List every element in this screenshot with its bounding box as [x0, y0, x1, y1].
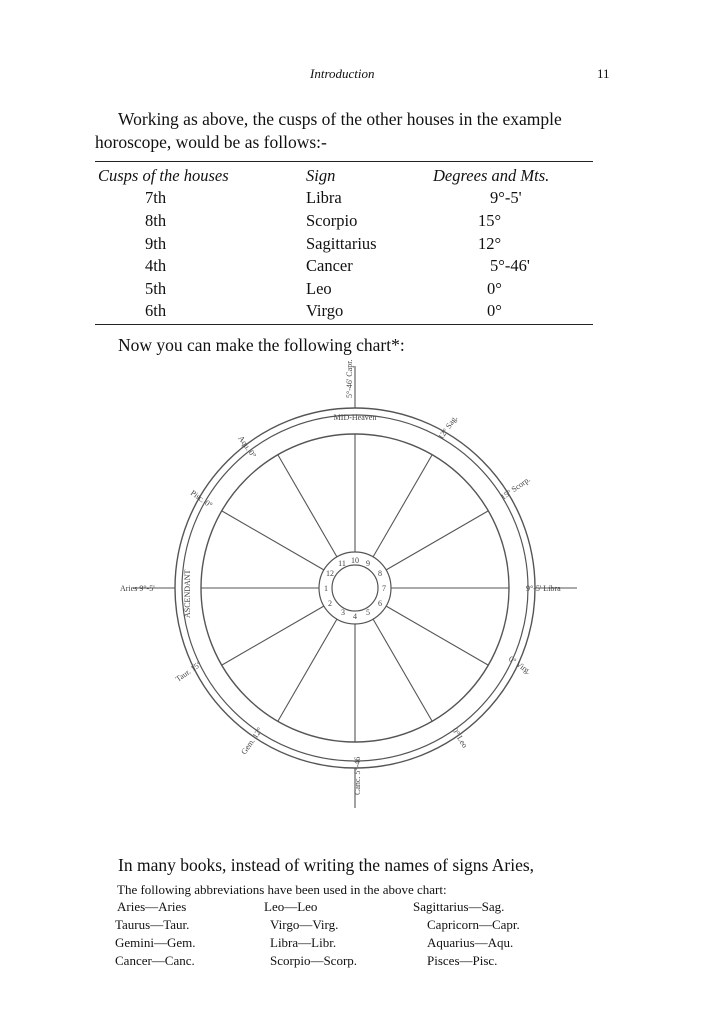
abbreviation-item: Capricorn—Capr.: [427, 917, 520, 932]
abbreviation-item: Gemini—Gem.: [115, 935, 196, 950]
table-cell-sign: Leo: [306, 279, 332, 298]
ascendant-label: ASCENDANT: [183, 569, 192, 618]
abbreviation-item: Virgo—Virg.: [270, 917, 339, 932]
cusp-label-canc: Canc. 5°-46: [353, 756, 362, 795]
abbreviation-item: Pisces—Pisc.: [427, 953, 498, 968]
abbreviation-item: Sagittarius—Sag.: [413, 899, 505, 914]
house-number: 4: [353, 612, 357, 621]
house-spokes: [201, 434, 509, 742]
chart-intro: Now you can make the following chart*:: [118, 335, 405, 355]
abbreviation-item: Scorpio—Scorp.: [270, 953, 358, 968]
cusp-label-taur: Taur. 15°: [173, 659, 204, 684]
abbreviation-item: Aquarius—Aqu.: [427, 935, 514, 950]
house-number: 7: [382, 584, 386, 593]
page-number: 11: [597, 66, 610, 81]
table-cell-house: 7th: [145, 188, 167, 207]
house-number-ring: [324, 556, 386, 621]
cusp-label-scorp: 15° Scorp.: [498, 474, 532, 502]
table-cell-degree: 0°: [487, 279, 502, 298]
intro-line-2: horoscope, would be as follows:-: [95, 132, 327, 152]
house-number: 12: [326, 569, 334, 578]
cusp-label-aqu: Aqu. 0°: [236, 433, 259, 460]
table-cell-degree: 12°: [478, 234, 502, 253]
mid-heaven-label: MID-Heaven: [333, 413, 377, 422]
table-cell-degree: 5°-46': [490, 256, 530, 275]
table-cell-house: 9th: [145, 234, 167, 253]
cusp-label-aries: Aries 9°-5': [120, 584, 155, 593]
table-cell-sign: Libra: [306, 188, 342, 207]
cusp-label-pisc: Pisc. 0°: [188, 488, 215, 510]
house-number: 9: [366, 559, 370, 568]
house-number: 10: [351, 556, 359, 565]
house-number: 8: [378, 569, 382, 578]
table-cell-sign: Scorpio: [306, 211, 358, 230]
closing-line: In many books, instead of writing the names of signs Aries,: [118, 855, 535, 875]
table-cell-house: 4th: [145, 256, 167, 275]
cusp-label-gem: Gem. 12°: [239, 725, 265, 757]
table-header-houses: Cusps of the houses: [98, 166, 229, 185]
hub-inner-circle: [332, 565, 378, 611]
table-cell-house: 6th: [145, 301, 167, 320]
table-cell-sign: Virgo: [306, 301, 344, 320]
table-cell-house: 8th: [145, 211, 167, 230]
house-number: 2: [328, 599, 332, 608]
abbreviation-item: Cancer—Canc.: [115, 953, 195, 968]
house-number: 6: [378, 599, 382, 608]
cusp-label-sag: 12° Sag.: [436, 413, 460, 442]
cusp-label-virg: 0° Virg.: [506, 654, 533, 677]
house-number: 1: [324, 584, 328, 593]
house-number: 11: [338, 559, 346, 568]
abbreviation-item: Taurus—Taur.: [115, 917, 190, 932]
cusp-label-libra: 9°-5' Libra: [526, 584, 561, 593]
table-cell-sign: Cancer: [306, 256, 353, 275]
house-number: 5: [366, 608, 370, 617]
house-number: 3: [341, 608, 345, 617]
table-cell-house: 5th: [145, 279, 167, 298]
table-cell-degree: 15°: [478, 211, 502, 230]
table-cell-degree: 0°: [487, 301, 502, 320]
intro-line-1: Working as above, the cusps of the other houses in the example: [118, 109, 562, 129]
table-cell-degree: 9°-5': [490, 188, 522, 207]
footnote-intro: The following abbreviations have been used in the above chart:: [117, 882, 447, 897]
table-cell-sign: Sagittarius: [306, 234, 377, 253]
abbreviation-item: Leo—Leo: [264, 899, 318, 914]
running-header-title: Introduction: [310, 66, 375, 81]
abbreviation-item: Libra—Libr.: [270, 935, 337, 950]
table-header-degrees: Degrees and Mts.: [433, 166, 550, 185]
abbreviation-item: Aries—Aries: [117, 899, 187, 914]
table-header-sign: Sign: [306, 166, 336, 185]
cusp-label-leo: 0° Leo: [450, 726, 470, 750]
cusp-label-capr: 5°-46' Capr.: [345, 359, 354, 398]
